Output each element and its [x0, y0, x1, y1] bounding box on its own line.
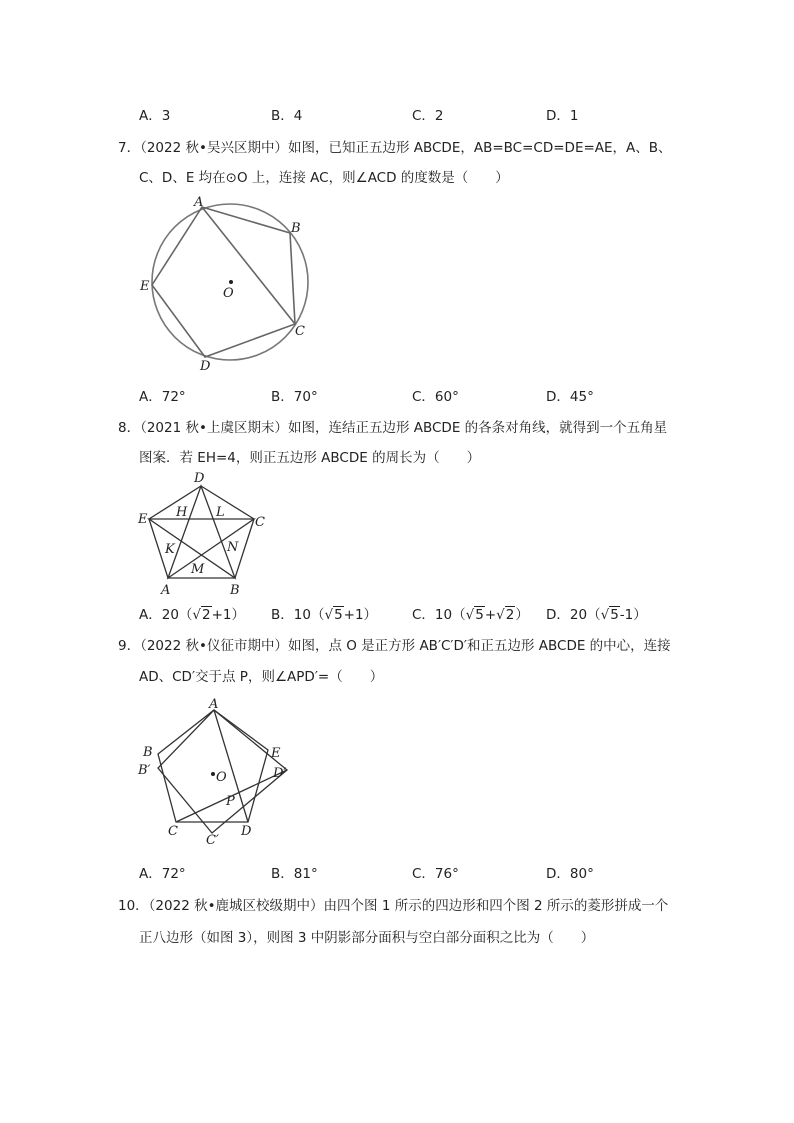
q8-option-b-radicand: 5: [334, 607, 343, 623]
q8-label-e: E: [138, 512, 148, 527]
q9-label-e: E: [271, 746, 281, 761]
q6-option-c: C．2: [412, 108, 444, 124]
q6-option-d: D．1: [546, 108, 579, 124]
q10-stem-line1: 10．（2022 秋•鹿城区校级期中）由四个图 1 所示的四边形和四个图 2 所示的菱形拼成一个: [118, 898, 669, 914]
q8-label-n: N: [227, 540, 239, 555]
q9-label-d: D: [241, 824, 252, 839]
q7-label-e: E: [140, 279, 150, 294]
q7-stem-line2: C、D、E 均在⊙O 上，连接 AC，则∠ACD 的度数是（ ）: [139, 170, 509, 186]
q8-option-a: A．20（√2+1）: [139, 607, 246, 623]
q7-option-b: B．70°: [271, 389, 318, 405]
q7-label-c: C: [295, 324, 305, 339]
q6-option-a: A．3: [139, 108, 171, 124]
q7-option-d: D．45°: [546, 389, 594, 405]
q9-option-c: C．76°: [412, 866, 459, 882]
q8-label-b: B: [230, 583, 240, 598]
q8-label-d: D: [194, 471, 205, 486]
q7-stem-line1: 7．（2022 秋•吴兴区期中）如图，已知正五边形 ABCDE，AB=BC=CD=DE=AE，A、B、: [118, 140, 672, 156]
q8-option-b: B．10（√5+1）: [271, 607, 378, 623]
q8-label-l: L: [216, 505, 225, 520]
q8-label-a: A: [161, 583, 171, 598]
q9-option-d: D．80°: [546, 866, 594, 882]
q8-option-c-radicand-2: 2: [505, 607, 515, 623]
q8-option-a-radicand: 2: [202, 607, 211, 623]
q7-label-b: B: [291, 221, 301, 236]
q8-option-c: C．10（√5+√2）: [412, 607, 529, 623]
q9-label-b: B: [143, 745, 153, 760]
q9-label-o: O: [216, 770, 227, 785]
q8-option-c-radicand-1: 5: [475, 607, 484, 623]
q9-label-c: C: [168, 824, 178, 839]
q6-option-b: B．4: [271, 108, 303, 124]
q9-label-b-prime: B′: [138, 763, 151, 778]
q8-stem-line1: 8．（2021 秋•上虞区期末）如图，连结正五边形 ABCDE 的各条对角线，就得到一个五角星: [118, 420, 668, 436]
q9-option-a: A．72°: [139, 866, 186, 882]
q7-label-o: O: [223, 286, 234, 301]
q9-label-a: A: [209, 697, 219, 712]
q9-stem-line2: AD、CD′交于点 P，则∠APD′=（ ）: [139, 669, 384, 685]
q7-option-c: C．60°: [412, 389, 459, 405]
q9-center-dot: [211, 772, 215, 776]
q8-option-d-radicand: 5: [610, 607, 619, 623]
q9-label-d-prime: D′: [273, 766, 287, 781]
q8-option-d: D．20（√5-1）: [546, 607, 647, 623]
q10-stem-line2: 正八边形（如图 3），则图 3 中阴影部分面积与空白部分面积之比为（ ）: [139, 930, 595, 946]
q9-option-b: B．81°: [271, 866, 318, 882]
q9-stem-line1: 9．（2022 秋•仪征市期中）如图，点 O 是正方形 AB′C′D′和正五边形 ABCDE 的中心，连接: [118, 638, 671, 654]
q7-label-d: D: [200, 359, 211, 374]
q8-stem-line2: 图案．若 EH=4，则正五边形 ABCDE 的周长为（ ）: [139, 450, 481, 466]
q9-label-p: P: [226, 794, 235, 809]
q8-label-k: K: [165, 542, 175, 557]
q8-label-m: M: [191, 562, 205, 577]
q9-label-c-prime: C′: [206, 833, 219, 848]
q8-label-h: H: [176, 505, 188, 520]
q7-option-a: A．72°: [139, 389, 186, 405]
q7-label-a: A: [194, 195, 204, 210]
q8-label-c: C: [255, 515, 265, 530]
